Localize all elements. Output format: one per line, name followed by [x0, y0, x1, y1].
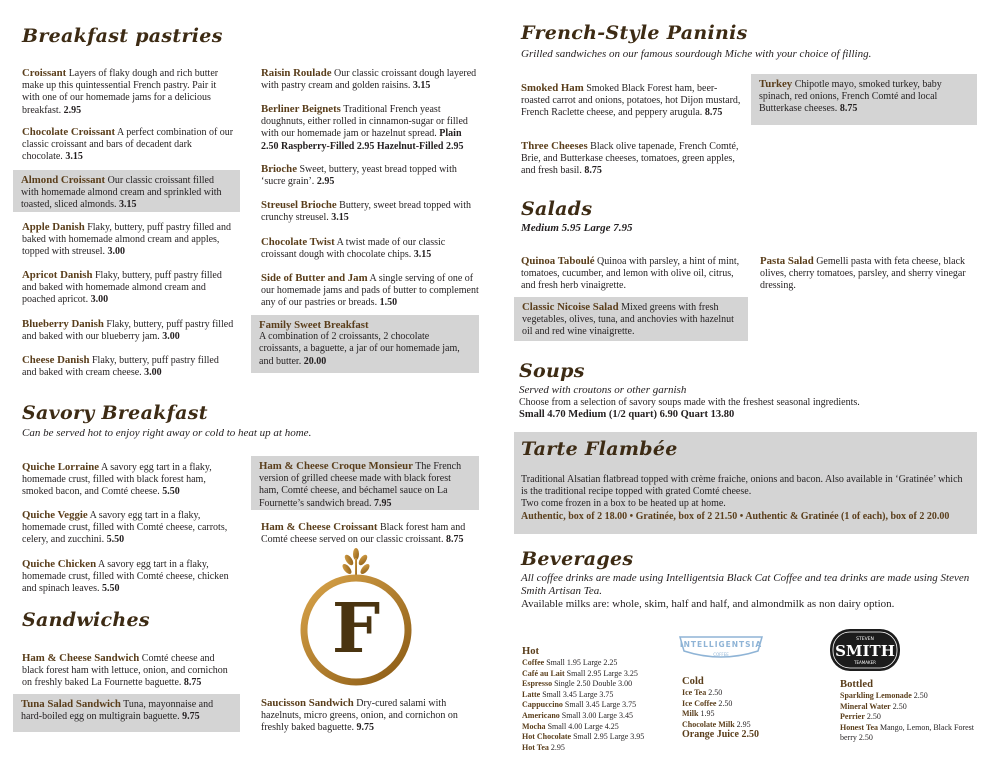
item-name: Ham & Cheese Croque Monsieur [259, 460, 413, 472]
item-price: 5.50 [162, 486, 180, 498]
tarte-prices: Authentic, box of 2 18.00 • Gratinée, box of 2 21.50 • Authentic & Gratinée (1 of each), box of 2 20.00 [521, 511, 950, 522]
item-price: 5.50 [101, 583, 120, 595]
menu-item [261, 103, 479, 153]
bottled-heading: Bottled [840, 679, 873, 690]
item-name: Tuna Salad Sandwich [21, 698, 121, 710]
beverages-subtitle: All coffee drinks are made using Intelligentsia Black Cat Coffee and tea drinks are made using Steven Smith Artisan Tea. [521, 572, 970, 597]
item-price: 3.15 [331, 212, 349, 224]
steven-smith-logo [828, 627, 902, 673]
item-price: 7.95 [373, 497, 392, 509]
cold-drinks-list [682, 675, 822, 741]
item-price: 3.00 [144, 367, 162, 379]
menu-item [22, 67, 234, 117]
salads-title: Salads [521, 198, 593, 220]
item-desc: Our classic croissant filled with homemade almond cream and sprinkled with toasted, sliced almonds. [21, 175, 222, 211]
menu-item [261, 199, 479, 224]
drink-item: Milk 1.95 [682, 709, 715, 719]
tarte-desc: Traditional Alsatian flatbread topped with crème fraiche, onions and bacon. Also available in ‘Gratinée’ which is the traditional recipe topped with grated Comté cheese. [521, 474, 963, 498]
item-price: 3.00 [107, 246, 126, 258]
item-desc: Black olive tapenade, French Comté, Brie, and Butterkase cheeses, tomatoes, green apples, and fresh basil. [521, 141, 739, 177]
item-name: Quiche Chicken [22, 558, 97, 570]
item-desc: The French version of grilled cheese made with black forest ham, Comté cheese, and béchamel sauce on La Fournette’s sandwich bread. [259, 461, 462, 509]
beverages-milks: Available milks are: whole, skim, half and half, and almondmilk as non dairy option. [521, 598, 895, 610]
item-desc: A savory egg tart in a flaky, homemade crust, filled with Comté cheese, carrots, celery, and zucchini. [22, 510, 228, 546]
menu-item [521, 82, 743, 120]
item-desc: A savory egg tart in a flaky, homemade crust, filled with Comté cheese, chicken and spinach leaves. [22, 559, 229, 595]
item-name: Smoked Ham [521, 82, 584, 94]
drink-item: Honest Tea Mango, Lemon, Black Forest berry 2.50 [840, 722, 974, 743]
item-desc: A perfect combination of our classic croissant and bars of decadent dark chocolate. [22, 127, 234, 163]
item-desc: Mixed greens with fresh vegetables, olives, tuna, and anchovies with hazelnut oil and red wine vinaigrette. [522, 302, 734, 338]
item-name: Pasta Salad [760, 255, 814, 267]
savory-breakfast-title: Savory Breakfast [22, 402, 208, 424]
item-price: 3.15 [65, 151, 83, 163]
item-price: 3.15 [413, 249, 432, 261]
svg-text:TEAMAKER: TEAMAKER [854, 660, 876, 665]
menu-item [22, 269, 234, 307]
item-price: 3.15 [412, 80, 431, 92]
item-price: 8.75 [704, 107, 723, 119]
item-price: 3.00 [162, 331, 180, 343]
breakfast-pastries-title: Breakfast pastries [22, 25, 223, 47]
cold-heading: Cold [682, 676, 704, 687]
item-price: 8.75 [584, 165, 602, 177]
drink-item: Cappuccino Small 3.45 Large 3.75 [522, 700, 637, 710]
menu-item [261, 272, 479, 310]
item-price: 3.00 [90, 294, 109, 306]
item-price: 9.75 [182, 711, 200, 723]
item-desc: A twist made of our classic croissant dough with chocolate chips. [261, 237, 446, 261]
item-name: Ham & Cheese Sandwich [22, 652, 140, 664]
menu-item [261, 521, 479, 546]
item-name: Side of Butter and Jam [261, 272, 368, 284]
menu-item-highlighted [13, 694, 240, 732]
item-desc: Traditional French yeast doughnuts, either rolled in cinnamon-sugar or filled with our homemade jam or hazelnut spread. [261, 104, 468, 140]
drink-item: Espresso Single 2.50 Double 3.00 [522, 679, 633, 689]
item-name: Streusel Brioche [261, 199, 337, 211]
item-name: Quiche Veggie [22, 509, 88, 521]
drink-item: Sparkling Lemonade 2.50 [840, 691, 928, 700]
item-name: Ham & Cheese Croissant [261, 521, 378, 533]
menu-item [22, 652, 236, 690]
soups-subtitle: Served with croutons or other garnish [519, 384, 687, 396]
item-name: Chocolate Croissant [22, 126, 116, 138]
menu-item [261, 697, 479, 735]
item-price: 8.75 [183, 677, 202, 689]
menu-item [22, 221, 234, 259]
item-name: Brioche [261, 163, 297, 175]
drink-item: Hot Chocolate Small 2.95 Large 3.95 [522, 732, 645, 742]
item-price: 2.95 [63, 104, 82, 116]
item-name: Quiche Lorraine [22, 461, 100, 473]
item-desc: Flaky, buttery, puff pastry filled and baked with our blueberry jam. [22, 319, 234, 343]
item-name: Three Cheeses [521, 140, 588, 152]
drink-item: Ice Coffee 2.50 [682, 698, 733, 708]
soups-sizes: Small 4.70 Medium (1/2 quart) 6.90 Quart 13.80 [519, 409, 735, 420]
drink-item: Americano Small 3.00 Large 3.45 [522, 710, 633, 720]
item-desc: Smoked Black Forest ham, beer-roasted carrot and onions, potatoes, hot Dijon mustard, French Raclette cheese, and peppery arugula. [521, 83, 741, 119]
hot-drinks-list [522, 645, 672, 753]
item-desc: Sweet, buttery, yeast bread topped with ‘sucre grain’. [261, 164, 457, 188]
menu-item [521, 255, 743, 293]
drink-item: Chocolate Milk 2.95 [682, 719, 751, 729]
item-price: 5.50 [106, 534, 125, 546]
menu-item [22, 509, 236, 547]
item-name: Croissant [22, 67, 67, 79]
menu-item-highlighted [251, 315, 479, 373]
beverages-title: Beverages [521, 548, 634, 570]
tarte-desc-2: Two come frozen in a box to be heated up at home. [521, 498, 726, 509]
drink-item: Café au Lait Small 2.95 Large 3.25 [522, 668, 638, 678]
menu-item-highlighted [514, 297, 748, 341]
bottled-drinks-list [840, 678, 980, 744]
item-desc: Layers of flaky dough and rich butter make up this quintessential French pastry. Pair it with one of our homemade jams for a delicious breakfast. [22, 68, 219, 116]
item-name: Family Sweet Breakfast [259, 319, 369, 331]
drink-item: Latte Small 3.45 Large 3.75 [522, 689, 614, 699]
drink-item: Perrier 2.50 [840, 712, 881, 722]
item-name: Apricot Danish [22, 269, 93, 281]
item-name: Almond Croissant [21, 174, 106, 186]
svg-text:SMITH: SMITH [835, 642, 895, 660]
item-price: 20.00 [303, 355, 327, 367]
svg-text:STEVEN: STEVEN [856, 637, 874, 642]
item-name: Cheese Danish [22, 354, 90, 366]
menu-item [261, 67, 479, 92]
menu-item-highlighted [13, 170, 240, 212]
svg-text:COFFEE: COFFEE [713, 652, 729, 657]
tarte-flambee-title: Tarte Flambée [521, 438, 678, 460]
item-desc: Buttery, sweet bread topped with crunchy streusel. [261, 200, 471, 224]
svg-text:INTELLIGENTSIA: INTELLIGENTSIA [679, 640, 763, 649]
item-price: 3.15 [119, 199, 137, 211]
salads-sizes: Medium 5.95 Large 7.95 [521, 222, 633, 234]
item-desc: Our classic croissant dough layered with pastry cream and golden raisins. [261, 68, 477, 92]
item-desc: Gemelli pasta with feta cheese, black olives, cherry tomatoes, parsley, and sherry vinegar dressing. [760, 256, 966, 292]
menu-item [22, 461, 236, 499]
item-name: Turkey [759, 78, 793, 90]
menu-item [521, 140, 743, 178]
item-name: Saucisson Sandwich [261, 697, 354, 709]
item-desc: Dry-cured salami with hazelnuts, micro greens, onion, and cornichon on freshly baked baguette. [261, 698, 458, 734]
item-name: Chocolate Twist [261, 236, 335, 248]
item-name: Blueberry Danish [22, 318, 104, 330]
menu-item [22, 318, 234, 343]
drink-item: Orange Juice 2.50 [682, 729, 759, 741]
item-price: 8.75 [839, 103, 858, 115]
drink-item: Hot Tea 2.95 [522, 742, 565, 752]
intelligentsia-logo [676, 629, 766, 669]
menu-item [22, 126, 234, 164]
drink-item: Coffee Small 1.95 Large 2.25 [522, 658, 618, 667]
soups-desc: Choose from a selection of savory soups made with the freshest seasonal ingredients. [519, 397, 860, 408]
logo-letter: F [331, 589, 381, 669]
menu-item [261, 163, 479, 188]
menu-item [22, 558, 236, 596]
menu-item-highlighted [251, 456, 479, 510]
menu-item [22, 354, 234, 379]
item-price: Plain 2.50 Raspberry-Filled 2.95 Hazelnut-Filled 2.95 [261, 128, 464, 152]
menu-item [261, 236, 479, 261]
item-desc: Flaky, buttery, puff pastry filled and baked with cream cheese. [22, 355, 219, 379]
sandwiches-title: Sandwiches [22, 609, 150, 631]
item-desc: Quinoa with parsley, a hint of mint, tomatoes, cucumber, and lemon with olive oil, citrus, and fresh herb vinaigrette. [521, 256, 740, 292]
item-desc: A single serving of one of our homemade jams and pads of butter to complement any of our pastries or breads. [261, 273, 479, 309]
item-desc: Flaky, buttery, puff pastry filled and baked with homemade almond cream and poached apricot. [22, 270, 222, 306]
item-name: Raisin Roulade [261, 67, 332, 79]
soups-title: Soups [519, 360, 585, 382]
item-desc: Tuna, mayonnaise and hard-boiled egg on multigrain baguette. [21, 699, 214, 723]
paninis-title: French-Style Paninis [521, 22, 748, 44]
menu-item-highlighted [751, 74, 977, 125]
drink-item: Mocha Small 4.00 Large 4.25 [522, 721, 619, 731]
item-price: 8.75 [445, 534, 464, 546]
item-name: Apple Danish [22, 221, 85, 233]
item-desc: Comté cheese and black forest ham with lettuce, onion, and cornichon on freshly baked La Fournette baguette. [22, 653, 228, 689]
item-name: Berliner Beignets [261, 103, 341, 115]
menu-item [760, 255, 978, 293]
item-desc: Flaky, buttery, puff pastry filled and baked with homemade almond cream and apples, topped with streusel. [22, 222, 231, 258]
la-fournette-logo [296, 548, 416, 690]
drink-item: Mineral Water 2.50 [840, 701, 907, 711]
item-price: 1.50 [379, 297, 398, 309]
drink-item: Ice Tea 2.50 [682, 688, 723, 697]
item-name: Classic Nicoise Salad [522, 301, 619, 313]
hot-heading: Hot [522, 646, 540, 657]
item-price: 2.95 [316, 176, 335, 188]
paninis-subtitle: Grilled sandwiches on our famous sourdough Miche with your choice of filling. [521, 48, 872, 60]
item-desc: A combination of 2 croissants, 2 chocolate croissants, a baguette, a jar of our homemade jam, and butter. [259, 331, 460, 367]
item-name: Quinoa Taboulé [521, 255, 595, 267]
savory-breakfast-subtitle: Can be served hot to enjoy right away or cold to heat up at home. [22, 427, 312, 439]
item-desc: Chipotle mayo, smoked turkey, baby spinach, red onions, French Comté and local Butterkase cheeses. [759, 79, 942, 115]
item-price: 9.75 [356, 722, 375, 734]
item-desc: A savory egg tart in a flaky, homemade crust, filled with black forest ham, smoked bacon, and Comté cheese. [22, 462, 212, 498]
item-desc: Black forest ham and Comté cheese served on our classic croissant. [261, 522, 466, 546]
